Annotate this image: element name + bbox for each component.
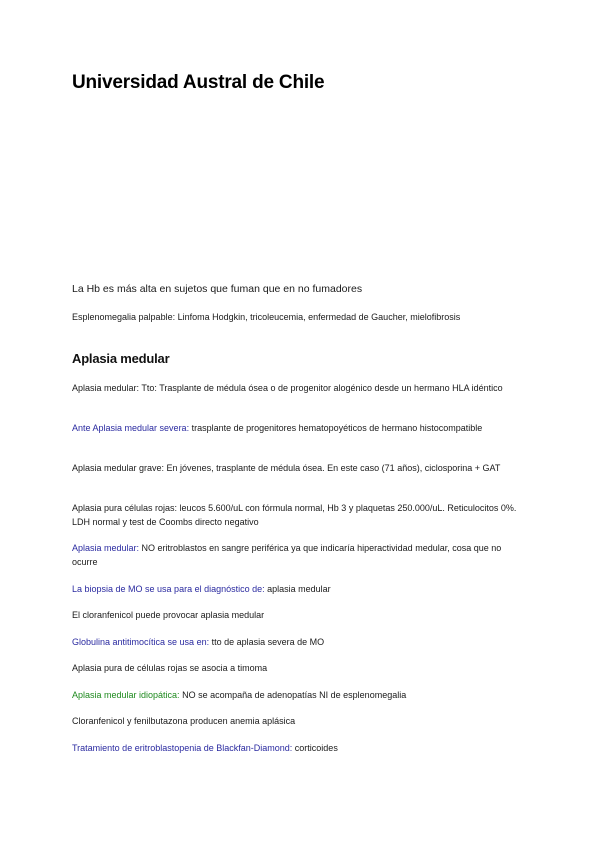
list-item [72, 741, 528, 755]
item-text: Aplasia medular grave: En jóvenes, trasplante de médula ósea. En este caso (71 años), ciclosporina + GAT [72, 463, 501, 473]
list-item [72, 501, 528, 529]
list-item [72, 461, 528, 475]
list-item [72, 661, 528, 675]
item-label: Aplasia medular: [72, 543, 140, 553]
list-item [72, 688, 528, 702]
item-label: Globulina antitimocítica se usa en: [72, 637, 210, 647]
item-text: NO se acompaña de adenopatías NI de esplenomegalia [179, 690, 407, 700]
list-item [72, 608, 528, 622]
page-title: Universidad Austral de Chile [72, 72, 325, 93]
list-item [72, 541, 528, 569]
item-text: Aplasia pura de células rojas se asocia a timoma [72, 663, 268, 673]
item-text: Aplasia pura células rojas: leucos 5.600/uL con fórmula normal, Hb 3 y plaquetas 250.000/uL. Reticulocitos 0%. LDH normal y test de Coombs directo negativo [72, 503, 517, 527]
item-text: trasplante de progenitores hematopoyéticos de hermano histocompatible [189, 423, 483, 433]
list-item [72, 421, 528, 435]
list-item [72, 635, 528, 649]
intro-paragraph-hb: La Hb es más alta en sujetos que fuman que en no fumadores [72, 283, 363, 295]
item-text: aplasia medular [264, 584, 331, 594]
item-label: Tratamiento de eritroblastopenia de Blackfan-Diamond: [72, 743, 293, 753]
item-label: Ante Aplasia medular severa: [72, 423, 190, 433]
section-heading: Aplasia medular [72, 351, 170, 366]
item-text: NO eritroblastos en sangre periférica ya que indicaría hiperactividad medular, cosa que no ocurre [72, 543, 502, 567]
list-item [72, 714, 528, 728]
item-text: El cloranfenicol puede provocar aplasia medular [72, 610, 265, 620]
item-text: corticoides [292, 743, 338, 753]
list-item [72, 582, 528, 596]
item-text: Cloranfenicol y fenilbutazona producen anemia aplásica [72, 716, 296, 726]
list-item [72, 381, 528, 395]
item-text: Aplasia medular: Tto: Trasplante de médula ósea o de progenitor alogénico desde un hermano HLA idéntico [72, 383, 503, 393]
item-label: Aplasia medular idiopática: [72, 690, 180, 700]
item-text: tto de aplasia severa de MO [209, 637, 325, 647]
item-label: La biopsia de MO se usa para el diagnóstico de: [72, 584, 265, 594]
intro-paragraph-esplenomegalia: Esplenomegalia palpable: Linfoma Hodgkin, tricoleucemia, enfermedad de Gaucher, mielofibrosis [72, 312, 461, 322]
